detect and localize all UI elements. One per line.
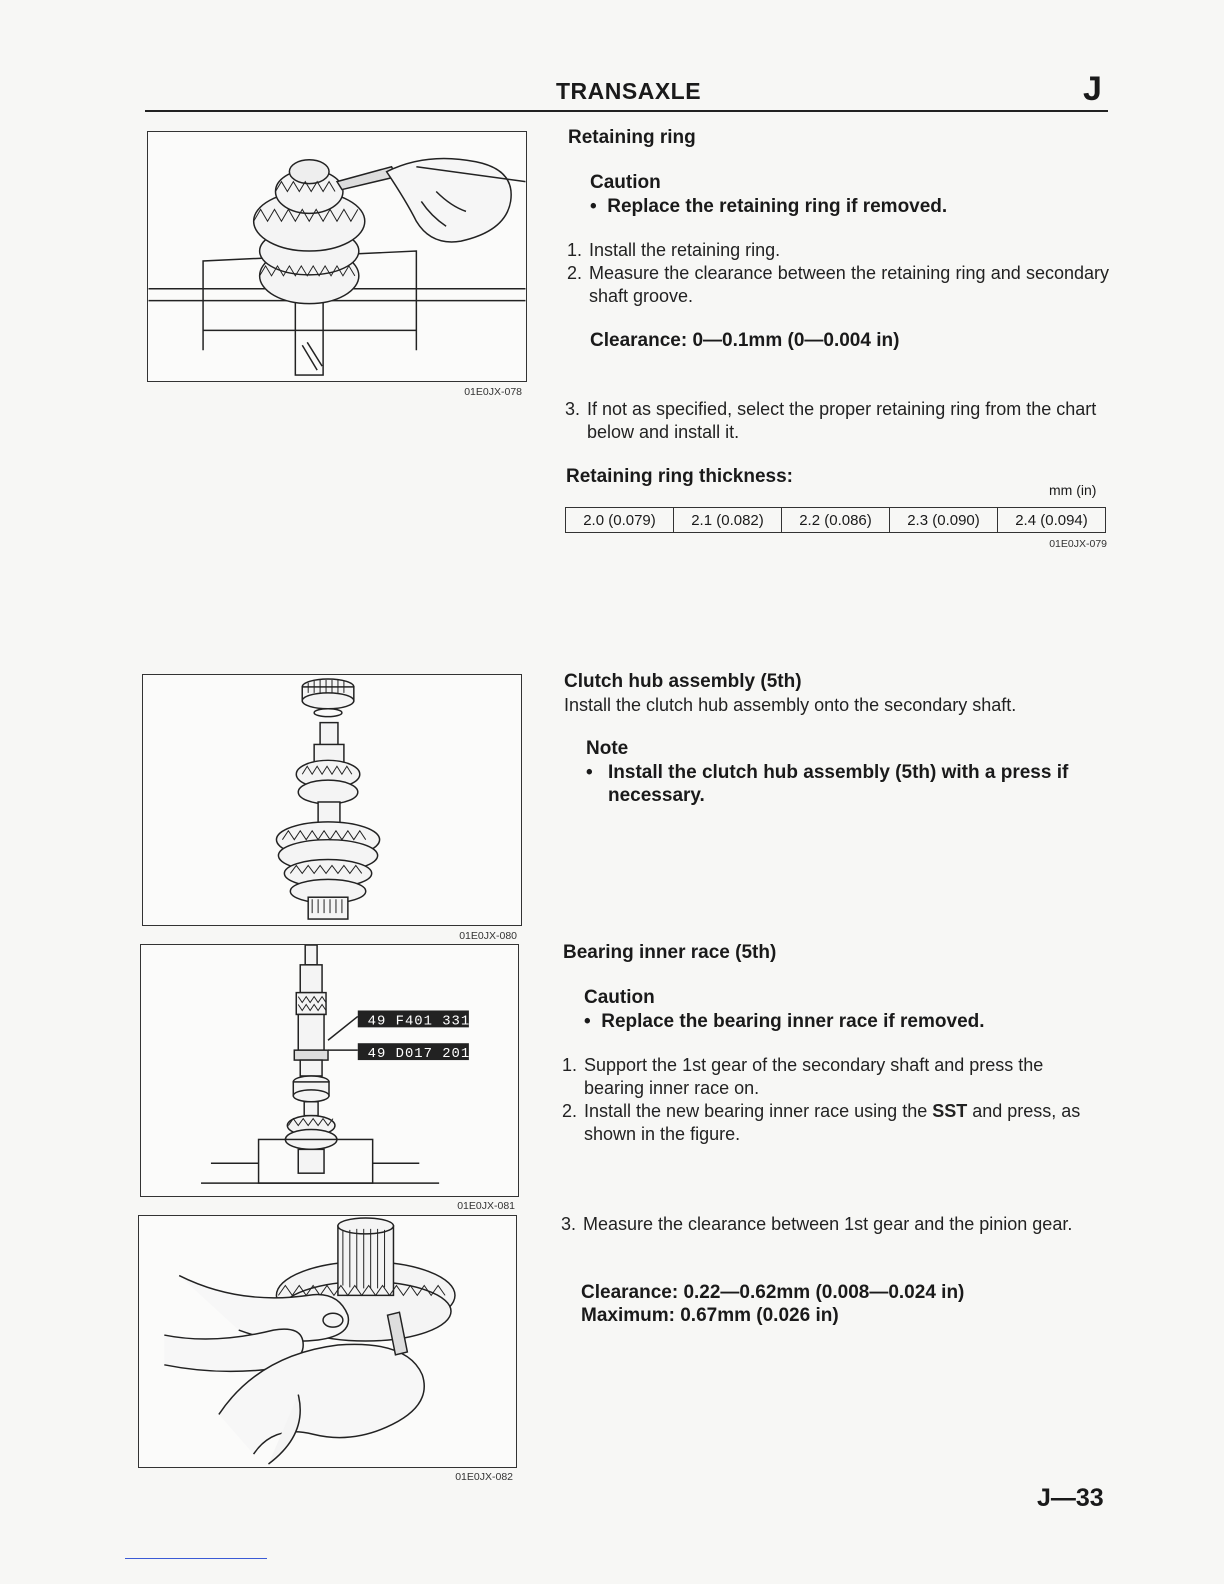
table-cell: 2.0 (0.079) xyxy=(566,508,674,533)
list-item xyxy=(561,1213,1106,1236)
step-number: 1. xyxy=(567,240,583,260)
step-text xyxy=(584,1100,1104,1146)
step-text: Measure the clearance between the retaining ring and secondary shaft groove. xyxy=(589,263,1109,306)
caution-bullet xyxy=(590,195,1070,218)
figure-first-gear-clearance xyxy=(138,1215,517,1468)
section-heading-bearing-race: Bearing inner race (5th) xyxy=(563,942,777,963)
step-number: 3. xyxy=(565,399,581,419)
sst-label-1: 49 F401 331 xyxy=(367,1013,471,1030)
step-text-part: Install the new bearing inner race using the xyxy=(584,1101,933,1121)
step-text: Install the retaining ring. xyxy=(589,240,781,260)
step-number: 2. xyxy=(562,1101,578,1121)
clearance-spec: Clearance: 0—0.1mm (0—0.004 in) xyxy=(590,330,900,351)
table-cell: 2.3 (0.090) xyxy=(890,508,998,533)
step-text-part: and press, as shown in the figure. xyxy=(584,1101,1081,1144)
list-item xyxy=(562,1054,1104,1100)
step-text: Support the 1st gear of the secondary shaft and press the bearing inner race on. xyxy=(584,1055,1044,1098)
caution-bullet xyxy=(584,1010,1064,1033)
retaining-ring-step3 xyxy=(565,398,1109,444)
caution-heading: Caution xyxy=(590,172,661,193)
table-code: 01E0JX-079 xyxy=(1049,538,1107,550)
sst-term: SST xyxy=(932,1101,968,1121)
figure-code: 01E0JX-081 xyxy=(457,1200,515,1212)
figure-code: 01E0JX-078 xyxy=(464,386,522,398)
list-item xyxy=(567,239,1109,262)
caution-text: Replace the bearing inner race if removed. xyxy=(601,1011,985,1032)
figure-bearing-race-press xyxy=(140,944,519,1197)
list-item xyxy=(562,1100,1104,1146)
caution-heading: Caution xyxy=(584,987,655,1008)
section-heading-clutch-hub: Clutch hub assembly (5th) xyxy=(564,671,802,692)
table-cell: 2.2 (0.086) xyxy=(782,508,890,533)
step-number: 2. xyxy=(567,263,583,283)
caution-text: Replace the retaining ring if removed. xyxy=(607,196,948,217)
header-rule xyxy=(145,110,1108,112)
page-number: J—33 xyxy=(1037,1484,1104,1512)
thickness-table xyxy=(565,507,1106,533)
section-heading-retaining-ring: Retaining ring xyxy=(568,127,696,148)
bullet-dot: • xyxy=(590,196,608,217)
bearing-race-steps xyxy=(562,1054,1104,1146)
step-number: 1. xyxy=(562,1055,578,1075)
note-text: Install the clutch hub assembly (5th) with a press if necessary. xyxy=(608,762,1069,806)
maximum-spec: Maximum: 0.67mm (0.026 in) xyxy=(581,1305,839,1326)
clearance-measure-illustration xyxy=(139,1216,516,1467)
footer-rule xyxy=(125,1558,267,1559)
table-cell: 2.1 (0.082) xyxy=(674,508,782,533)
note-bullet xyxy=(586,761,1111,807)
step-number: 3. xyxy=(561,1214,577,1234)
press-sst-illustration xyxy=(141,945,518,1196)
clearance-spec: Clearance: 0.22—0.62mm (0.008—0.024 in) xyxy=(581,1282,965,1303)
figure-retaining-ring-measure xyxy=(147,131,527,382)
unit-label: mm (in) xyxy=(1049,482,1097,498)
bullet-dot: • xyxy=(584,1011,602,1032)
list-item xyxy=(565,398,1109,444)
feeler-gauge-illustration xyxy=(148,132,526,381)
section-letter: J xyxy=(1083,70,1102,108)
figure-clutch-hub-assembly xyxy=(142,674,522,926)
thickness-heading: Retaining ring thickness: xyxy=(566,466,793,487)
step-text: Measure the clearance between 1st gear and the pinion gear. xyxy=(583,1214,1073,1234)
figure-code: 01E0JX-080 xyxy=(459,930,517,942)
table-cell: 2.4 (0.094) xyxy=(998,508,1106,533)
clutch-hub-text: Install the clutch hub assembly onto the secondary shaft. xyxy=(564,695,1017,715)
list-item xyxy=(567,262,1109,308)
note-heading: Note xyxy=(586,738,629,759)
clutch-hub-illustration xyxy=(143,675,521,925)
figure-code: 01E0JX-082 xyxy=(455,1471,513,1483)
bullet-dot: • xyxy=(586,762,593,783)
table-row xyxy=(566,508,1106,533)
bearing-race-step3 xyxy=(561,1213,1106,1236)
sst-label-2: 49 D017 201 xyxy=(367,1046,471,1063)
page-title: TRANSAXLE xyxy=(556,78,702,104)
retaining-ring-steps xyxy=(567,239,1109,308)
step-text: If not as specified, select the proper retaining ring from the chart below and install it. xyxy=(587,399,1097,442)
